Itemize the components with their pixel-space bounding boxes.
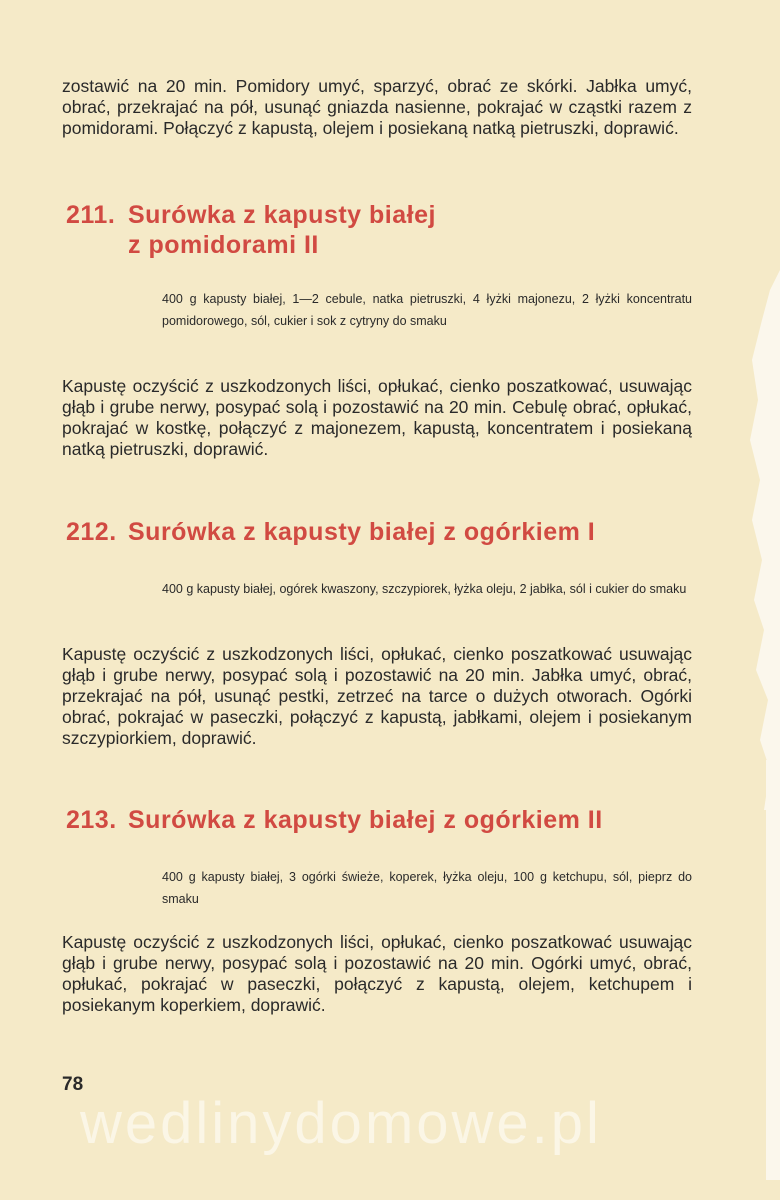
- watermark-text: wedlinydomowe.pl: [80, 1091, 602, 1156]
- recipe-211-heading: [66, 200, 436, 260]
- recipe-212-heading: [66, 517, 595, 547]
- recipe-213-heading: [66, 805, 603, 835]
- page-number: 78: [62, 1074, 84, 1095]
- torn-page-edge-lower: [766, 760, 780, 1180]
- recipe-211-instructions: Kapustę oczyścić z uszkodzonych liści, opłukać, cienko poszatkować, usuwając głąb i grube nerwy, posypać solą i pozostawić na 20 min. Cebulę obrać, opłukać, pokrajać w kostkę, połączyć z majonezem, kapustą, koncentratem i posiekaną natką pietruszki, doprawić.: [62, 376, 692, 459]
- recipe-213-title: Surówka z kapusty białej z ogórkiem II: [128, 806, 603, 834]
- recipe-213-number: 213.: [66, 806, 117, 834]
- recipe-211-ingredients: 400 g kapusty białej, 1—2 cebule, natka pietruszki, 4 łyżki majonezu, 2 łyżki koncentratu pomidorowego, sól, cukier i sok z cytryny do smaku: [162, 292, 692, 328]
- recipe-211-title-line2: z pomidorami II: [128, 231, 319, 259]
- recipe-212-instructions: Kapustę oczyścić z uszkodzonych liści, opłukać, cienko poszatkować usuwając głąb i grube nerwy, posypać solą i pozostawić na 20 min. Jabłka umyć, obrać, przekrajać na pół, usunąć pestki, zetrzeć na tarce o dużych otworach. Ogórki obrać, pokrajać w paseczki, połączyć z kapustą, jabłkami, olejem i posiekanym szczypiorkiem, doprawić.: [62, 644, 692, 748]
- recipe-213-instructions: Kapustę oczyścić z uszkodzonych liści, opłukać, cienko poszatkować usuwając głąb i grube nerwy, posypać solą i pozostawić na 20 min. Ogórki umyć, obrać, opłukać, pokrajać w paseczki, połączyć z kapustą, olejem, ketchupem i posiekanym koperkiem, doprawić.: [62, 932, 692, 1015]
- intro-paragraph: zostawić na 20 min. Pomidory umyć, sparzyć, obrać ze skórki. Jabłka umyć, obrać, przekrajać na pół, usunąć gniazda nasienne, pokrajać w cząstki razem z pomidorami. Połączyć z kapustą, olejem i posiekaną natką pietruszki, doprawić.: [62, 76, 692, 138]
- recipe-212-number: 212.: [66, 518, 117, 546]
- recipe-211-number: 211.: [66, 201, 116, 229]
- recipe-213-ingredients: 400 g kapusty białej, 3 ogórki świeże, koperek, łyżka oleju, 100 g ketchupu, sól, pieprz do smaku: [162, 870, 692, 906]
- recipe-212-title: Surówka z kapusty białej z ogórkiem I: [128, 518, 596, 546]
- recipe-211-title-line1: Surówka z kapusty białej: [128, 201, 436, 229]
- torn-page-edge: [740, 270, 780, 810]
- recipe-212-ingredients: 400 g kapusty białej, ogórek kwaszony, szczypiorek, łyżka oleju, 2 jabłka, sól i cukier do smaku: [162, 582, 687, 596]
